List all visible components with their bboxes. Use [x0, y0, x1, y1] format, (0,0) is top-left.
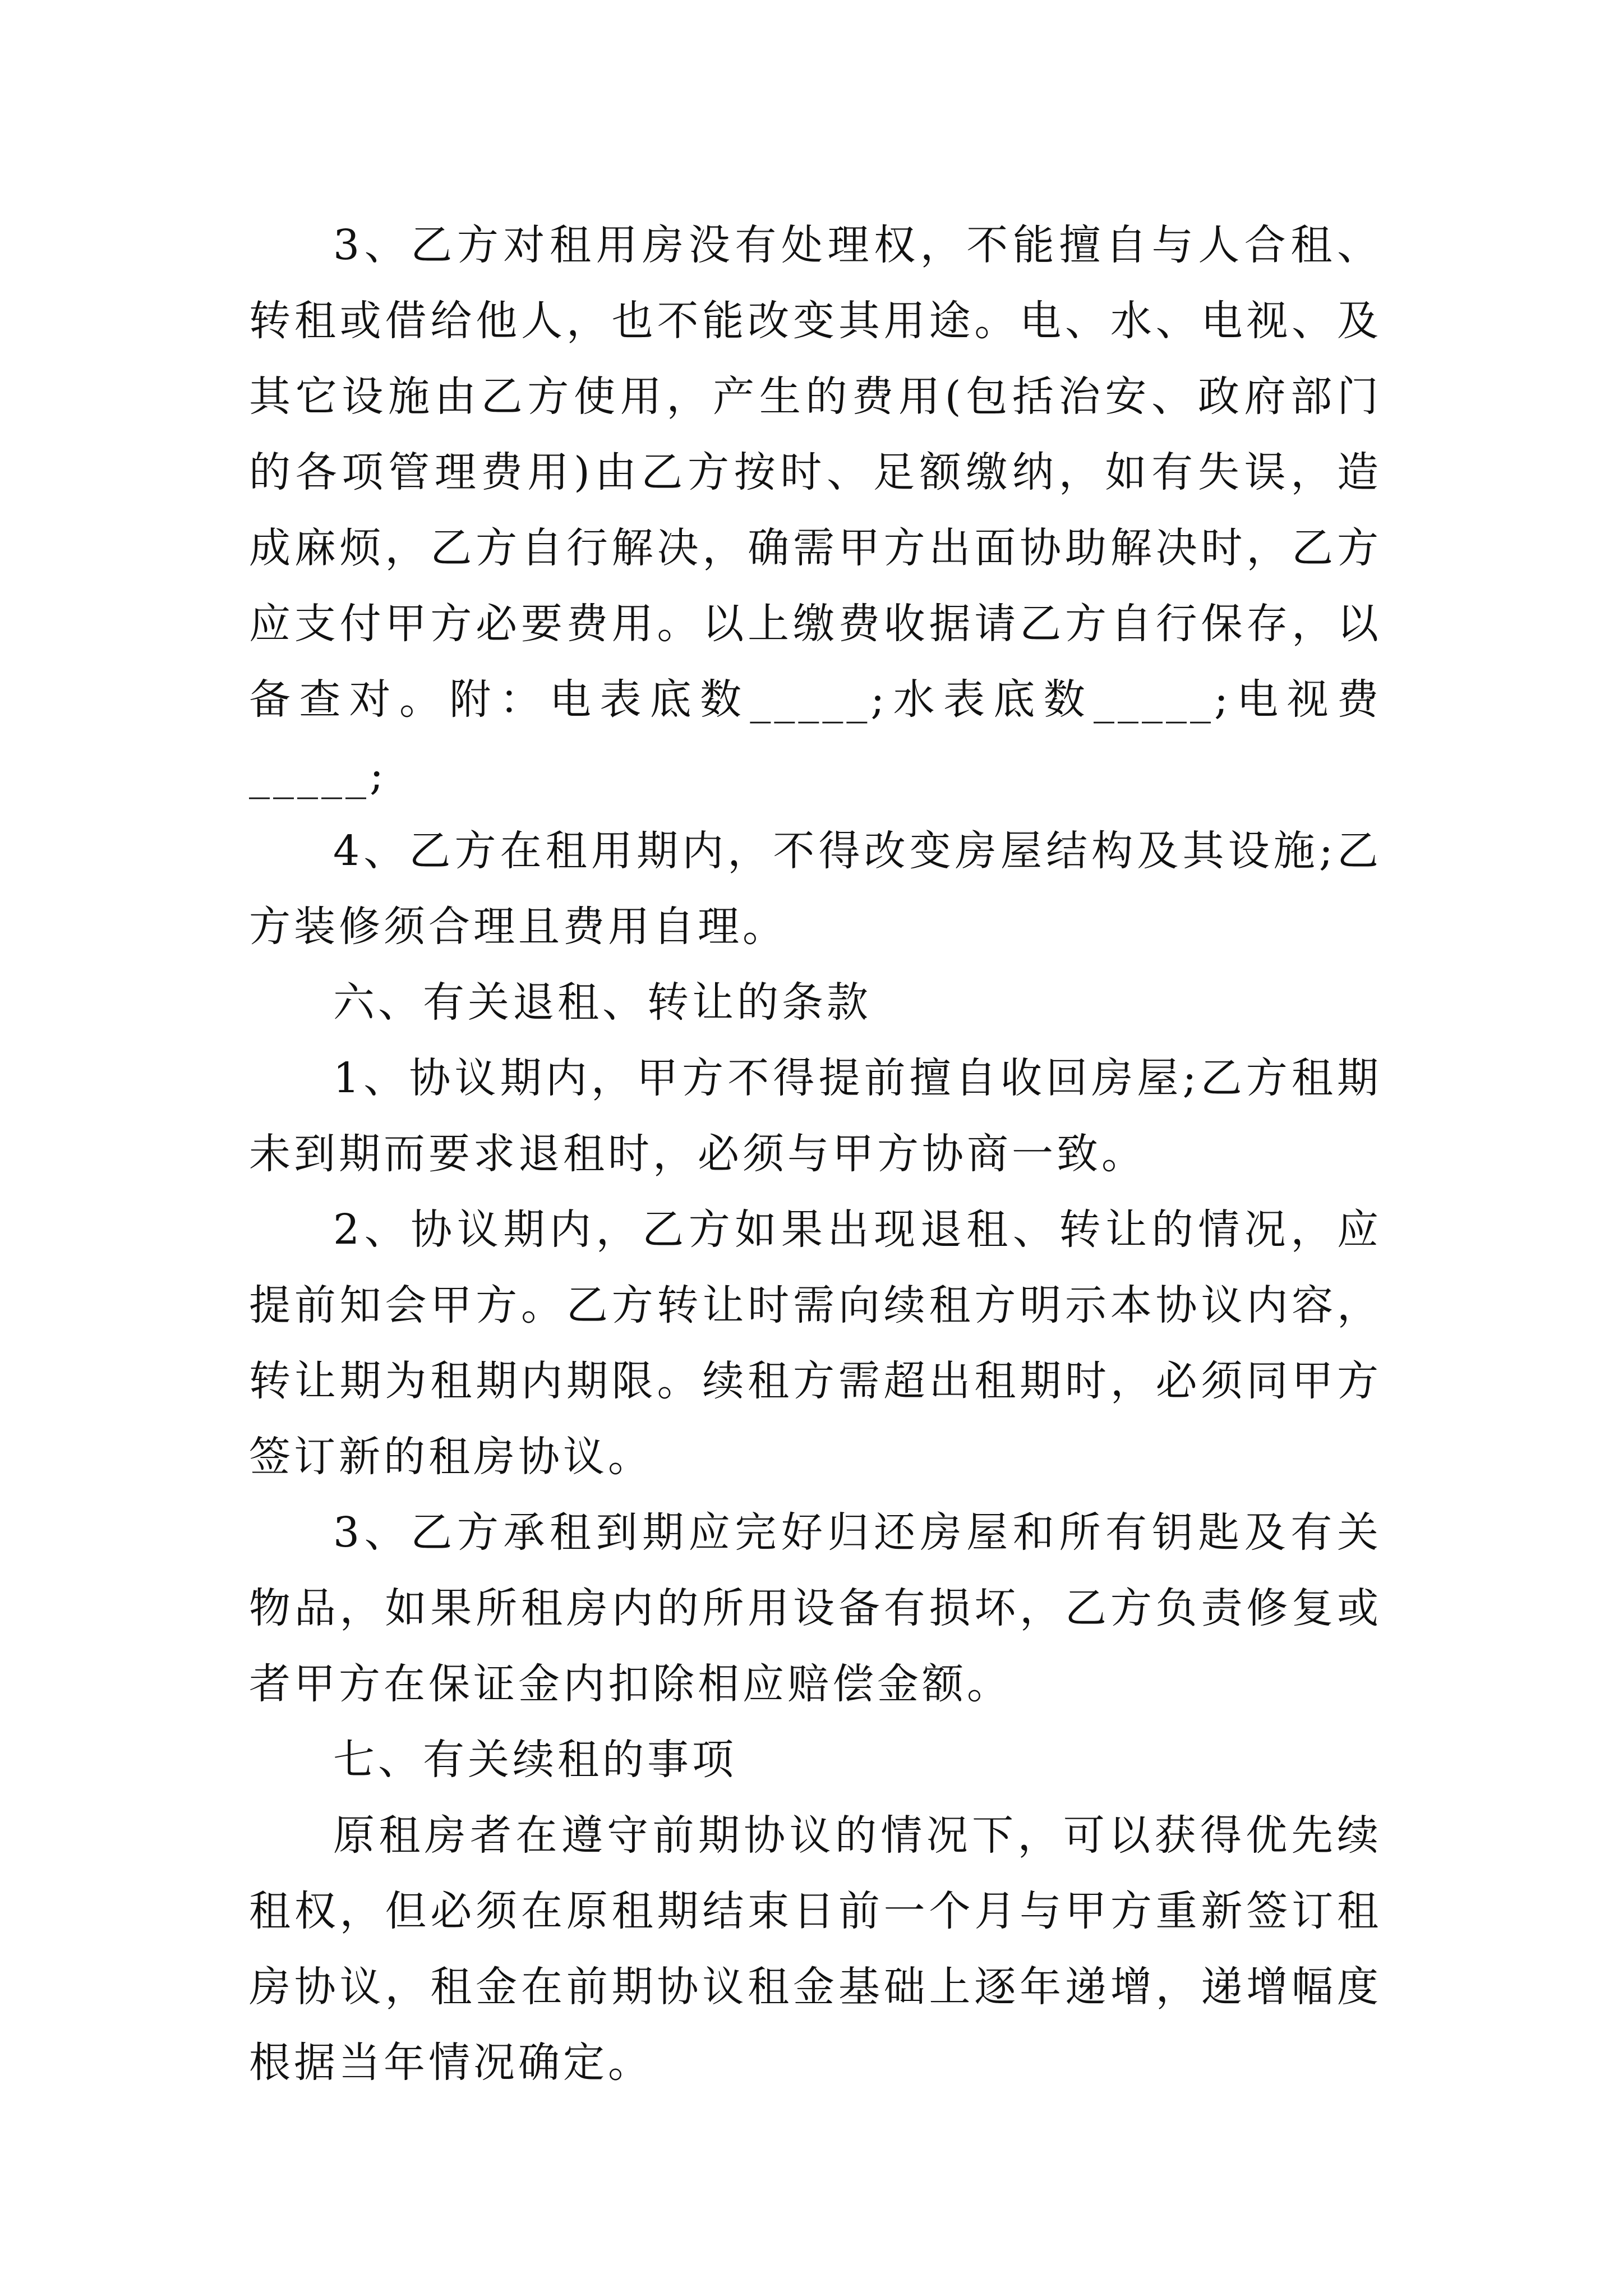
- paragraph-clause-6-3: 3、乙方承租到期应完好归还房屋和所有钥匙及有关物品，如果所租房内的所用设备有损坏，乙方负责修复或者甲方在保证金内扣除相应赔偿金额。: [249, 1508, 1382, 1708]
- section-heading-7: 七、有关续租的事项: [333, 1736, 737, 1784]
- paragraph-clause-5-3: 3、乙方对租用房没有处理权，不能擅自与人合租、转租或借给他人，也不能改变其用途。电、水、电视、及其它设施由乙方使用，产生的费用(包括治安、政府部门的各项管理费用)由乙方按时、足额缴纳，如有失误，造成麻烦，乙方自行解决，确需甲方出面协助解决时，乙方应支付甲方必要费用。以上缴费收据请乙方自行保存，以备查对。附：电表底数_____;水表底数_____;电视费_____;: [249, 221, 1382, 799]
- paragraph-clause-7: 原租房者在遵守前期协议的情况下，可以获得优先续租权，但必须在原租期结束日前一个月与甲方重新签订租房协议，租金在前期协议租金基础上逐年递增，递增幅度根据当年情况确定。: [249, 1811, 1382, 2087]
- paragraph-clause-6-2: 2、协议期内，乙方如果出现退租、转让的情况，应提前知会甲方。乙方转让时需向续租方明示本协议内容，转让期为租期内期限。续租方需超出租期时，必须同甲方签订新的租房协议。: [249, 1205, 1382, 1481]
- paragraph-clause-5-4: 4、乙方在租用期内，不得改变房屋结构及其设施;乙方装修须合理且费用自理。: [249, 827, 1382, 951]
- paragraph-clause-6-1: 1、协议期内，甲方不得提前擅自收回房屋;乙方租期未到期而要求退租时，必须与甲方协商一致。: [249, 1054, 1382, 1178]
- document-body: [249, 208, 1382, 2101]
- section-heading-6: 六、有关退租、转让的条款: [333, 978, 872, 1027]
